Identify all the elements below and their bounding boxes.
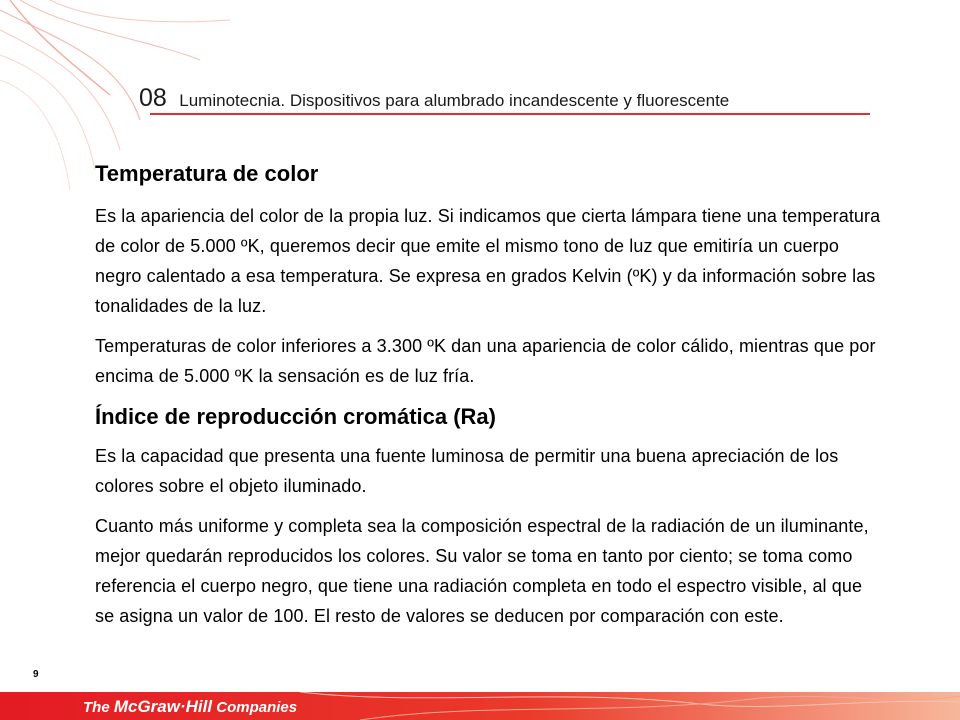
paragraph: Es la capacidad que presenta una fuente luminosa de permitir una buena apreciación de los colores sobre el objeto iluminado. bbox=[95, 446, 839, 496]
slide-content bbox=[95, 158, 885, 641]
paragraph: Temperaturas de color inferiores a 3.300 ºK dan una apariencia de color cálido, mientras que por encima de 5.000 ºK la sensación es de luz fría. bbox=[95, 336, 876, 386]
chapter-number: 08 bbox=[139, 84, 167, 112]
chapter-header bbox=[139, 84, 869, 113]
paragraph: Es la apariencia del color de la propia luz. Si indicamos que cierta lámpara tiene una temperatura de color de 5.000 ºK, queremos decir que emite el mismo tono de luz que emitiría un cuerpo negro calentado a esa temperatura. Se expresa en grados Kelvin (ºK) y da información sobre las tonalidades de la luz. bbox=[95, 206, 881, 316]
section-heading-color-rendering-index: Índice de reproducción cromática (Ra) bbox=[95, 404, 496, 429]
page-number: 9 bbox=[33, 669, 39, 680]
footer-banner bbox=[0, 692, 960, 720]
header-divider bbox=[150, 113, 870, 115]
mcgraw-hill-logo: The McGraw·Hill Companies bbox=[83, 697, 298, 716]
section-heading-color-temperature: Temperatura de color bbox=[95, 161, 319, 186]
paragraph: Cuanto más uniforme y completa sea la composición espectral de la radiación de un iluminante, mejor quedarán reproducidos los colores. Su valor se toma en tanto por ciento; se toma como referencia el cuerpo negro, que tiene una radiación completa en todo el espectro visible, al que se asigna un valor de 100. El resto de valores se deducen por comparación con este. bbox=[95, 516, 869, 626]
chapter-title: Luminotecnia. Dispositivos para alumbrado incandescente y fluorescente bbox=[179, 91, 730, 110]
